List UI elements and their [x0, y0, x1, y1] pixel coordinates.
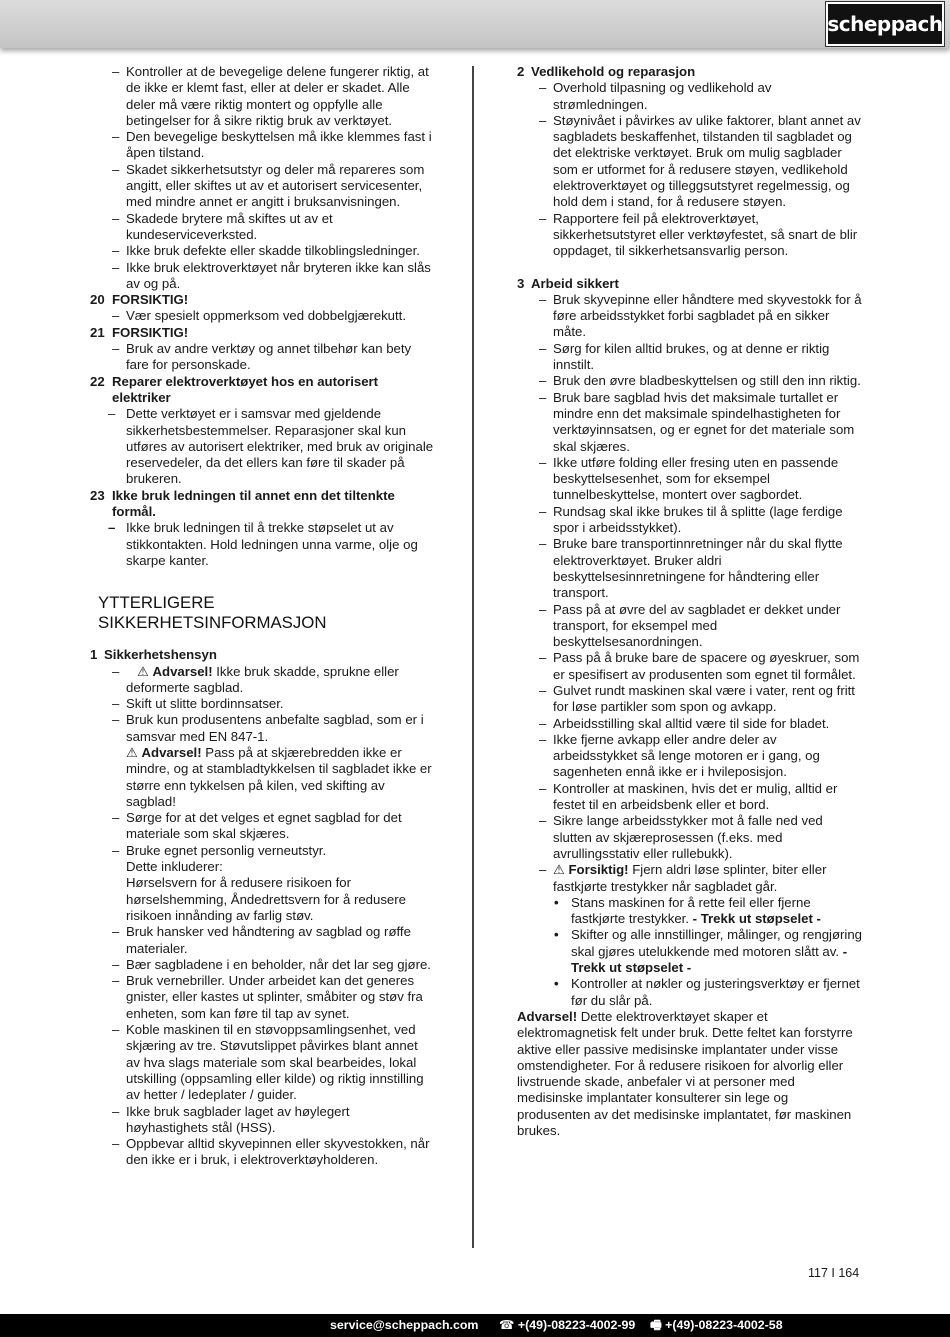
dash-marker: – [539, 601, 547, 617]
list-item: – Oppbevar alltid skyvepinnen eller skyvestokken, når den ikke er i bruk, i elektroverktøyholderen. [112, 1136, 430, 1168]
footer-bar [0, 1314, 950, 1337]
dash-marker: – [539, 862, 547, 878]
scheppach-logo: scheppach [826, 2, 944, 46]
dash-marker: – [112, 973, 120, 989]
list-item: – Pass på at øvre del av sagbladet er dekket under transport, for eksempel med beskyttelsesanordningen. [539, 601, 841, 650]
list-item: – Bruk hansker ved håndtering av sagblad og røffe materialer. [112, 924, 411, 956]
list-item: – Bær sagbladene i en beholder, når det lar seg gjøre. [112, 956, 431, 972]
dash-marker: – [112, 341, 120, 357]
dash-marker: – [539, 340, 547, 356]
list-item: – Ikke bruk ledningen til å trekke støpselet ut av stikkontakten. Hold ledningen unna varme, olje og skarpe kanter. [108, 520, 418, 568]
dash-marker: – [112, 956, 120, 972]
dash-marker: – [539, 780, 547, 796]
right-column [517, 64, 862, 1139]
bullet-item: • Skifter og alle innstillinger, målinger, og rengjøring skal gjøres utelukkende med motoren slått av. - Trekk ut støpselet - [554, 927, 863, 976]
list-item: – Sikre lange arbeidsstykker mot å falle ned ved slutten av skjæreprosessen (f.eks. med avrullingsstativ eller rullebukk). [539, 813, 823, 861]
dash-marker: – [112, 842, 120, 858]
section-20-heading: 20 FORSIKTIG! [90, 292, 189, 308]
dash-marker: – [112, 308, 120, 324]
list-item: – Dette verktøyet er i samsvar med gjeldende sikkerhetsbestemmelser. Reparasjoner skal kun utføres av autorisert elektriker, med bruk av originale reservedeler, da det ellers kan føre til skader på brukeren. [108, 406, 434, 487]
list-item: – Bruke bare transportinnretninger når du skal flytte elektroverktøyet. Bruker aldri beskyttelsesinnretningene for håndtering eller transport. [539, 536, 843, 601]
list-item: – Skift ut slitte bordinnsatser. [112, 696, 284, 712]
warning-icon: ⚠ [126, 744, 138, 760]
dash-marker: – [539, 291, 547, 307]
list-item: – ⚠ Forsiktig! Fjern aldri løse splinter, biter eller fastkjørte trestykker når sagbladet går. [539, 862, 827, 894]
dash-marker: – [539, 112, 547, 128]
list-item: – Den bevegelige beskyttelsen må ikke klemmes fast i åpen tilstand. [112, 129, 432, 161]
text-line: Dette inkluderer: [126, 859, 223, 875]
list-item: – Gulvet rundt maskinen skal være i vater, rent og fritt for løse partikler som spon og avkapp. [539, 682, 855, 715]
column-divider [472, 66, 474, 1248]
bullet-item: • Stans maskinen for å rette feil eller fjerne fastkjørte trestykker. - Trekk ut støpselet - [554, 894, 821, 927]
service-email-link[interactable]: service@scheppach.com [330, 1318, 479, 1332]
bullet-item: • Kontroller at nøkler og justeringsverktøy er fjernet før du slår på. [554, 976, 860, 1008]
dash-marker: – [112, 1022, 120, 1038]
list-item: – Skadet sikkerhetsutstyr og deler må repareres som angitt, eller skiftes ut av et autorisert servicesenter, med mindre annet er angitt i bruksanvisningen. [112, 161, 425, 210]
page-number: 117 I 164 [808, 1266, 860, 1280]
bullet-marker: • [554, 894, 559, 910]
dash-marker: – [112, 259, 120, 275]
list-item: – Kontroller at maskinen, hvis det er mulig, alltid er festet til en arbeidsbenk eller et bord. [539, 780, 838, 813]
section-3-heading: 3 Arbeid sikkert [517, 275, 619, 291]
section-1-heading: 1 Sikkerhetshensyn [90, 647, 217, 663]
dash-marker: – [112, 64, 120, 79]
list-item: – Sørge for at det velges et egnet sagblad for det materiale som skal skjæres. [112, 810, 402, 842]
dash-marker: – [112, 129, 120, 145]
list-item: – Sørg for kilen alltid brukes, og at denne er riktig innstilt. [539, 340, 830, 373]
list-item: – ⚠ Advarsel! Ikke bruk skadde, sprukne eller deformerte sagblad. [112, 663, 399, 695]
dash-marker: – [112, 663, 120, 679]
list-item: – Bruk av andre verktøy og annet tilbehør kan bety fare for personskade. [112, 341, 412, 373]
section-21-heading: 21 FORSIKTIG! [90, 324, 189, 340]
list-item: – Vær spesielt oppmerksom ved dobbelgjærekutt. [112, 308, 407, 324]
warning-icon: ⚠ [553, 862, 565, 878]
list-item: – Kontroller at de bevegelige delene fungerer riktig, at de ikke er klemt fast, eller at deler er skadet. Alle deler må være riktig montert og oppfylle alle betingelser for å sikre riktig bruk av verktøyet. [112, 64, 429, 128]
dash-marker: – [112, 924, 120, 940]
dash-marker: – [112, 1136, 120, 1152]
dash-marker: – [539, 373, 547, 389]
dash-marker: – [108, 406, 116, 422]
list-item: – Bruk skyvepinne eller håndtere med skyvestokk for å føre arbeidsstykket forbi sagbladet på en sikker måte. [539, 291, 862, 340]
list-item: – Koble maskinen til en støvoppsamlingsenhet, ved skjæring av tre. Støvutslippet påvirkes blant annet av hva slags materiale som skal bearbeides, lokal utskilling (oppsamling eller kilde) og riktig innstilling av hetter / ledeplater / guider. [112, 1022, 424, 1103]
list-item: – Bruk bare sagblad hvis det maksimale turtallet er mindre enn det maksimale spindelhastigheten for verktøyinnsatsen, og er egnet for det materiale som skal skjæres. [539, 389, 855, 454]
dash-marker: – [112, 243, 120, 259]
dash-marker: – [539, 536, 547, 552]
dash-marker: – [539, 210, 547, 226]
header-bar [0, 0, 950, 48]
dash-marker: – [539, 715, 547, 731]
left-column [90, 64, 435, 1169]
warning-icon: ⚠ [137, 663, 149, 679]
list-item: – Arbeidsstilling skal alltid være til side for bladet. [539, 715, 830, 731]
dash-marker: – [112, 696, 120, 712]
dash-marker: – [539, 682, 547, 698]
dash-marker: – [112, 161, 120, 177]
dash-marker: – [112, 210, 120, 226]
list-item: – Bruk den øvre bladbeskyttelsen og still den inn riktig. [539, 373, 861, 389]
section-23-heading: 23 Ikke bruk ledningen til annet enn det tiltenkte formål. [90, 487, 395, 520]
list-item: – Støynivået i påvirkes av ulike faktorer, blant annet av sagbladets beskaffenhet, tilstanden til sagbladet og det elektriske verktøyet. Bruk om mulig sagblader som er utformet for å redusere støyen, vedlikehold elektroverktøyet og tilleggsutstyret regelmessig, og hold dem i stand, for å redusere støyen. [539, 112, 861, 210]
section-22-heading: 22 Reparer elektroverktøyet hos en autorisert elektriker [90, 373, 379, 405]
warning-note: ⚠ Advarsel! Pass på at skjærebredden ikke er mindre, og at stambladtykkelsen til sagbladet ikke er større enn tykkelsen på kilen, ved skifting av sagblad! [126, 744, 432, 809]
bullet-marker: • [554, 976, 559, 992]
list-item: – Skadede brytere må skiftes ut av et kundeserviceverksted. [112, 210, 333, 242]
text-line: Hørselsvern for å redusere risikoen for hørselshemming, Åndedrettsvern for å redusere risikoen innånding av farlig støv. [126, 875, 406, 923]
dash-marker: – [112, 1103, 120, 1119]
list-item: – Bruk kun produsentens anbefalte sagblad, som er i samsvar med EN 847-1. [112, 712, 424, 744]
dash-marker: – [539, 813, 547, 829]
dash-marker: – [539, 503, 547, 519]
list-item: – Ikke bruk defekte eller skadde tilkoblingsledninger. [112, 243, 420, 259]
dash-marker: – [539, 454, 547, 470]
dash-marker: – [539, 80, 547, 96]
dash-marker: – [108, 520, 116, 536]
dash-marker: – [539, 731, 547, 747]
dash-marker: – [112, 810, 120, 826]
fax-number: 🖷 +(49)-08223-4002-58 [650, 1318, 783, 1332]
dash-marker: – [539, 650, 547, 666]
phone-number: ☎ +(49)-08223-4002-99 [499, 1318, 636, 1332]
list-item: – Rundsag skal ikke brukes til å splitte (lage ferdige spor i arbeidsstykket). [539, 503, 843, 536]
dash-marker: – [112, 712, 120, 728]
list-item: – Ikke bruk elektroverktøyet når bryteren ikke kan slås av og på. [112, 259, 431, 291]
section-title: YTTERLIGERE SIKKERHETSINFORMASJON [98, 593, 327, 633]
list-item: – Ikke fjerne avkapp eller andre deler av arbeidsstykket så lenge motoren er i gang, og sagenheten ennå ikke er i hvileposisjon. [539, 731, 820, 780]
list-item: – Bruke egnet personlig verneutstyr. [112, 842, 327, 858]
bullet-marker: • [554, 927, 559, 943]
list-item: – Ikke utføre folding eller fresing uten en passende beskyttelsesenhet, som for eksempel tunnelbeskyttelse, montert over sagbordet. [539, 454, 839, 503]
list-item: – Ikke bruk sagblader laget av høylegert høyhastighets stål (HSS). [112, 1103, 350, 1135]
list-item: – Rapportere feil på elektroverktøyet, sikkerhetsutstyret eller verktøyfestet, så snart de blir oppdaget, til sikkerhetsansvarlig person. [539, 210, 858, 259]
list-item: – Pass på å bruke bare de spacere og øyeskruer, som er spesifisert av produsenten som egnet til formålet. [539, 650, 860, 682]
section-2-heading: 2 Vedlikehold og reparasjon [517, 64, 696, 79]
dash-marker: – [539, 389, 547, 405]
emf-warning-paragraph: Advarsel! Dette elektroverktøyet skaper et elektromagnetisk felt under bruk. Dette feltet kan forstyrre aktive eller passive medisinske implantater under visse omstendigheter. For å redusere risikoen for alvorlig eller livstruende skade, anbefaler vi at personer med medisinske implantater konsulterer sin lege og produsenten av det medisinske implantatet, før maskinen brukes. [517, 1008, 853, 1138]
list-item: – Bruk vernebriller. Under arbeidet kan det generes gnister, eller kastes ut splinter, småbiter og støv fra enheten, som kan føre til tap av synet. [112, 973, 423, 1021]
list-item: – Overhold tilpasning og vedlikehold av strømledningen. [539, 80, 772, 112]
